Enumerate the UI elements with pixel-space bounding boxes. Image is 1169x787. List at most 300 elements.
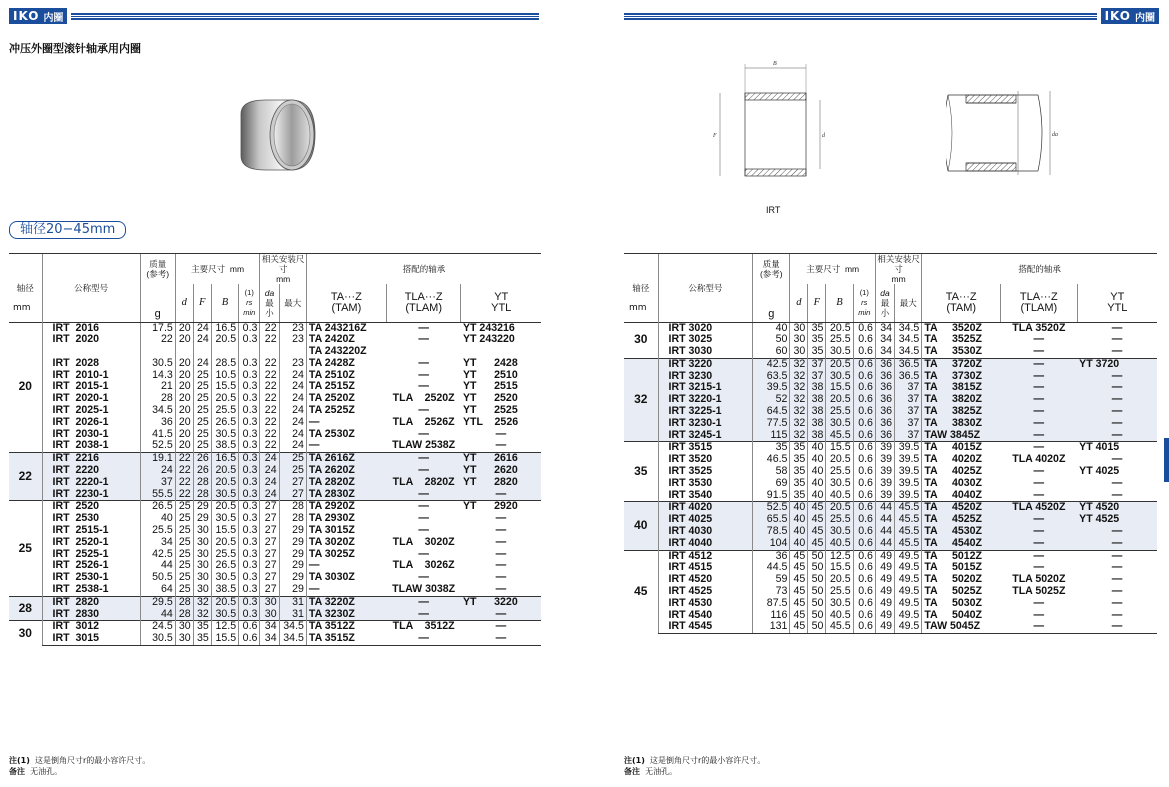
col-yt: YT YTL <box>1077 284 1157 322</box>
dim-rs: 0.6 <box>853 430 875 442</box>
mass: 52.5 <box>753 502 790 514</box>
dim-F: 38 <box>808 406 826 418</box>
tla-bearing: TLA 3512Z <box>386 621 461 633</box>
dim-F: 45 <box>808 526 826 538</box>
dim-rs: 0.6 <box>853 394 875 406</box>
tla-bearing: TLA 4520Z <box>1001 502 1078 514</box>
da-max: 24 <box>279 393 306 405</box>
ta-bearing: TA 3030Z <box>306 572 386 584</box>
range-label: 轴径20−45mm <box>9 221 126 239</box>
dim-rs: 0.3 <box>239 477 260 489</box>
model-number: IRT 3012 <box>42 621 140 633</box>
dim-d: 22 <box>175 465 193 477</box>
dim-B: 20.5 <box>211 537 238 549</box>
dim-B: 15.5 <box>211 633 238 645</box>
dim-B: 30.5 <box>826 418 853 430</box>
dim-B: 40.5 <box>826 538 853 550</box>
da-min: 24 <box>260 453 279 465</box>
shaft-mm-left: mm <box>13 303 31 313</box>
shaft-group <box>9 501 541 596</box>
da-min: 49 <box>875 574 894 586</box>
da-max: 24 <box>279 417 306 429</box>
tla-bearing: TLA 2820Z <box>386 477 461 489</box>
dim-F: 40 <box>808 454 826 466</box>
da-max: 25 <box>279 453 306 465</box>
mass: 115 <box>753 430 790 442</box>
da-max: 24 <box>279 429 306 441</box>
shaft-size: 32 <box>624 358 658 442</box>
model-number: IRT 4515 <box>658 562 753 574</box>
mass: 55.5 <box>140 489 175 501</box>
shaft-group <box>624 442 1157 502</box>
yt-bearing: — <box>461 621 541 633</box>
yt-bearing: — <box>461 633 541 645</box>
ta-bearing: TA 243216Z <box>306 322 386 334</box>
ta-bearing: TAW 5045Z <box>922 621 1001 633</box>
tla-bearing: — <box>1001 430 1078 442</box>
da-min: 27 <box>260 572 279 584</box>
da-min: 39 <box>875 442 894 454</box>
tla-bearing: — <box>1033 596 1045 609</box>
dim-B: 15.5 <box>826 562 853 574</box>
da-max: 39.5 <box>895 442 922 454</box>
header-rule <box>624 13 1097 20</box>
yt-bearing: — <box>495 583 507 596</box>
mass: 52.5 <box>140 440 175 452</box>
ta-bearing: TA 3512Z <box>306 621 386 633</box>
ta-bearing: TA 3520Z <box>922 322 1001 334</box>
shaft-size: 28 <box>9 596 42 621</box>
da-max: 31 <box>279 609 306 621</box>
col-tla: TLA···Z (TLAM) <box>386 284 461 322</box>
dim-d: 25 <box>175 525 193 537</box>
shaft-group <box>624 322 1157 358</box>
col-da-max: 最大 <box>895 284 922 322</box>
left-page <box>0 0 545 787</box>
dim-d: 45 <box>790 586 808 598</box>
col-main-dims: 主要尺寸 mm <box>175 254 260 285</box>
tla-bearing: — <box>1001 406 1078 418</box>
model-number: IRT 2026-1 <box>42 417 140 429</box>
mass: 37 <box>140 477 175 489</box>
dim-B: 25.5 <box>826 406 853 418</box>
da-max: 37 <box>895 418 922 430</box>
dim-F: 50 <box>808 621 826 633</box>
tla-bearing: — <box>418 524 429 537</box>
yt-bearing: — <box>1077 382 1157 394</box>
tla-bearing: TLAW 3038Z <box>392 583 456 596</box>
dim-B: 20.5 <box>826 358 853 370</box>
da-min: 27 <box>260 584 279 596</box>
dim-B: 30.5 <box>826 371 853 383</box>
tla-bearing: — <box>1033 333 1045 346</box>
dim-d: 30 <box>790 322 808 334</box>
dim-F: 35 <box>193 621 211 633</box>
dim-F: 25 <box>193 393 211 405</box>
dim-d: 22 <box>175 453 193 465</box>
dim-d: 32 <box>790 394 808 406</box>
dim-rs: 0.3 <box>239 381 260 393</box>
dim-B: 20.5 <box>211 334 238 346</box>
da-min: 44 <box>875 526 894 538</box>
model-number: IRT 2230-1 <box>42 489 140 501</box>
da-min: 27 <box>260 501 279 513</box>
mass: 21 <box>140 381 175 393</box>
ta-bearing: TA 5020Z <box>922 574 1001 586</box>
ta-bearing: TA 4530Z <box>922 526 1001 538</box>
dim-rs: 0.6 <box>853 610 875 622</box>
model-number: IRT 4040 <box>658 538 753 550</box>
dim-rs: 0.3 <box>239 596 260 608</box>
model-number: IRT 3025 <box>658 334 753 346</box>
da-min: 34 <box>875 322 894 334</box>
mass: 58 <box>753 466 790 478</box>
col-F: F <box>808 284 826 322</box>
dim-d: 32 <box>790 382 808 394</box>
dim-B: 20.5 <box>211 501 238 513</box>
dim-B: 20.5 <box>826 502 853 514</box>
yt-bearing: YT 4015 <box>1077 442 1157 454</box>
mass: 35 <box>753 442 790 454</box>
model-number: IRT 3220 <box>658 358 753 370</box>
yt-bearing: YT 2510 <box>462 368 518 381</box>
da-min: 34 <box>260 633 279 645</box>
tla-bearing: — <box>386 322 461 334</box>
da-max: 49.5 <box>895 610 922 622</box>
col-main-dims: 主要尺寸 mm <box>790 254 876 285</box>
col-ta: TA···Z (TAM) <box>306 284 386 322</box>
col-mount: 相关安装尺寸 mm <box>261 254 305 284</box>
ta-bearing: TA 2920Z <box>306 501 386 513</box>
dim-rs: 0.3 <box>239 501 260 513</box>
dim-B: 45.5 <box>826 430 853 442</box>
yt-bearing: — <box>495 559 507 572</box>
model-number: IRT 4525 <box>658 586 753 598</box>
mass: 87.5 <box>753 598 790 610</box>
yt-bearing: — <box>495 427 507 440</box>
da-max: 36.5 <box>895 358 922 370</box>
da-max: 23 <box>279 358 306 370</box>
model-number: IRT 2530 <box>42 513 140 525</box>
model-number: IRT 3525 <box>658 466 753 478</box>
dim-d: 45 <box>790 610 808 622</box>
dim-rs: 0.3 <box>239 417 260 429</box>
svg-text:d: d <box>822 133 825 139</box>
dim-B: 30.5 <box>826 346 853 358</box>
tla-bearing: — <box>386 609 461 621</box>
dim-d: 25 <box>175 560 193 572</box>
ta-bearing: TA 5015Z <box>922 562 1001 574</box>
da-max: 34.5 <box>895 346 922 358</box>
dim-d: 20 <box>175 370 193 382</box>
model-number: IRT 3520 <box>658 454 753 466</box>
model-number: IRT 4020 <box>658 502 753 514</box>
tla-bearing: — <box>386 596 461 608</box>
da-min: 22 <box>260 370 279 382</box>
da-min: 30 <box>260 609 279 621</box>
dim-B: 38.5 <box>211 584 238 596</box>
dim-B: 16.5 <box>211 453 238 465</box>
dim-B: 25.5 <box>826 586 853 598</box>
model-number: IRT 2038-1 <box>42 440 140 452</box>
da-min: 27 <box>260 525 279 537</box>
shaft-size: 35 <box>624 442 658 502</box>
ta-bearing: TA 4040Z <box>922 490 1001 502</box>
tla-bearing: TLA 4020Z <box>1012 453 1066 466</box>
ta-bearing: TA 4540Z <box>922 538 1001 550</box>
model-number: IRT 3515 <box>658 442 753 454</box>
col-ta: TA···Z (TAM) <box>922 284 1001 322</box>
yt-bearing: — <box>1077 371 1157 383</box>
da-min: 36 <box>875 406 894 418</box>
dim-rs: 0.3 <box>239 405 260 417</box>
dim-d: 25 <box>175 549 193 561</box>
ta-bearing: TA 3730Z <box>922 371 1001 383</box>
model-number: IRT 4520 <box>658 574 753 586</box>
da-max: 45.5 <box>895 502 922 514</box>
dim-F: 24 <box>193 322 211 334</box>
da-min: 30 <box>260 596 279 608</box>
shaft-size: 25 <box>9 501 42 596</box>
dim-B: 20.5 <box>826 394 853 406</box>
dim-d: 45 <box>790 621 808 633</box>
da-min: 27 <box>260 537 279 549</box>
dim-B: 26.5 <box>211 560 238 572</box>
ta-bearing: TAW 3845Z <box>922 430 1001 442</box>
mass: 41.5 <box>140 429 175 441</box>
dim-rs: 0.6 <box>853 526 875 538</box>
da-max: 49.5 <box>895 550 922 562</box>
mass: 42.5 <box>753 358 790 370</box>
col-yt: YT YTL <box>461 284 541 322</box>
dim-rs: 0.6 <box>853 442 875 454</box>
col-tla: TLA···Z (TLAM) <box>1001 284 1078 322</box>
dim-d: 40 <box>790 538 808 550</box>
shaft-size: 20 <box>9 322 42 453</box>
yt-bearing: — <box>1077 526 1157 538</box>
dim-rs: 0.3 <box>239 370 260 382</box>
dim-rs: 0.6 <box>853 514 875 526</box>
da-min: 36 <box>875 382 894 394</box>
yt-bearing: YT 243216 <box>461 322 541 334</box>
mass: 25.5 <box>140 525 175 537</box>
ta-bearing: TA 2515Z <box>306 381 386 393</box>
dim-F: 50 <box>808 610 826 622</box>
ta-bearing: TA 2930Z <box>306 513 386 525</box>
shaft-assembly-drawing <box>946 78 1066 188</box>
da-max: 45.5 <box>895 514 922 526</box>
da-min: 34 <box>875 334 894 346</box>
page-title: 冲压外圈型滚针轴承用内圈 <box>9 42 141 55</box>
ta-bearing: TA 5040Z <box>922 610 1001 622</box>
dim-d: 32 <box>790 418 808 430</box>
da-min: 36 <box>875 418 894 430</box>
dim-d: 30 <box>175 633 193 645</box>
inner-ring-table-left <box>9 253 541 646</box>
tla-bearing: — <box>386 501 461 513</box>
da-min: 22 <box>260 429 279 441</box>
yt-bearing: — <box>1111 573 1123 586</box>
dim-F: 25 <box>193 370 211 382</box>
dim-d: 25 <box>175 537 193 549</box>
table-row <box>624 358 1157 370</box>
shaft-size: 40 <box>624 502 658 550</box>
dim-B: 20.5 <box>826 322 853 334</box>
dim-F: 28 <box>193 477 211 489</box>
dim-rs: 0.6 <box>239 633 260 645</box>
col-rs: (1) rs min <box>853 284 875 322</box>
col-da-max: 最大 <box>279 284 306 322</box>
tla-bearing: TLA 5025Z <box>1012 585 1066 598</box>
dim-d: 30 <box>790 346 808 358</box>
da-max: 29 <box>279 560 306 572</box>
dim-d: 35 <box>790 490 808 502</box>
dim-d: 45 <box>790 562 808 574</box>
dim-F: 38 <box>808 418 826 430</box>
yt-bearing: — <box>1111 453 1123 466</box>
mass: 29.5 <box>140 596 175 608</box>
da-max: 39.5 <box>895 478 922 490</box>
yt-bearing: — <box>495 547 507 560</box>
dim-rs: 0.3 <box>239 465 260 477</box>
yt-bearing: YT 2520 <box>462 392 518 405</box>
table-row <box>624 430 1157 442</box>
model-number: IRT 2515-1 <box>42 525 140 537</box>
da-max: 24 <box>279 405 306 417</box>
dim-d: 28 <box>175 596 193 608</box>
da-min: 39 <box>875 490 894 502</box>
model-number: IRT 2538-1 <box>42 584 140 596</box>
tla-bearing: — <box>418 333 429 346</box>
col-B: B <box>826 284 853 322</box>
table-row <box>9 440 541 452</box>
yt-bearing: — <box>1111 585 1123 598</box>
mass: 34 <box>140 537 175 549</box>
da-max: 29 <box>279 584 306 596</box>
dim-F: 30 <box>193 537 211 549</box>
right-page <box>624 0 1169 787</box>
col-B: B <box>211 284 238 322</box>
model-number: IRT 2220-1 <box>42 477 140 489</box>
da-min: 22 <box>260 358 279 370</box>
dim-F: 37 <box>808 358 826 370</box>
col-rs: (1) rs min <box>239 284 260 322</box>
table-row <box>9 477 541 489</box>
tla-bearing: TLA 2520Z <box>392 392 455 405</box>
dim-rs: 0.6 <box>853 418 875 430</box>
dim-F: 32 <box>193 596 211 608</box>
dim-B: 28.5 <box>211 358 238 370</box>
ta-bearing: TA 5025Z <box>922 586 1001 598</box>
dim-B: 26.5 <box>211 417 238 429</box>
dim-rs: 0.6 <box>853 454 875 466</box>
model-number: IRT 3020 <box>658 322 753 334</box>
mass: 22 <box>140 334 175 346</box>
dim-rs: 0.3 <box>239 489 260 501</box>
dim-d: 28 <box>175 609 193 621</box>
col-d: d <box>175 284 193 322</box>
yt-bearing: YT 2920 <box>461 501 541 513</box>
yt-bearing: — <box>461 609 541 621</box>
da-max: 31 <box>279 596 306 608</box>
da-max: 29 <box>279 549 306 561</box>
mass: 36 <box>753 550 790 562</box>
yt-bearing: — <box>1111 608 1123 621</box>
table-row <box>9 489 541 501</box>
dim-rs: 0.3 <box>239 393 260 405</box>
ta-bearing: TA 4030Z <box>922 478 1001 490</box>
dim-F: 25 <box>193 381 211 393</box>
yt-bearing: — <box>1111 561 1123 574</box>
notes-right: 注(1) 这是倒角尺寸r的最小容许尺寸。 备注 无油孔。 <box>624 756 766 776</box>
dim-d: 20 <box>175 393 193 405</box>
model-number: IRT 3030 <box>658 346 753 358</box>
dim-B: 20.5 <box>211 465 238 477</box>
mass: 40 <box>140 513 175 525</box>
model-number: IRT 3540 <box>658 490 753 502</box>
model-number: IRT 4540 <box>658 610 753 622</box>
dim-d: 32 <box>790 430 808 442</box>
da-max: 34.5 <box>895 334 922 346</box>
mass: 50.5 <box>140 572 175 584</box>
ta-bearing: TA 2510Z <box>306 370 386 382</box>
yt-bearing: — <box>1077 430 1157 442</box>
dim-B: 30.5 <box>211 513 238 525</box>
yt-bearing: — <box>1077 538 1157 550</box>
dim-F: 38 <box>808 382 826 394</box>
yt-bearing: — <box>1077 550 1157 562</box>
dim-rs: 0.6 <box>853 382 875 394</box>
dim-d: 45 <box>790 598 808 610</box>
inner-ring-photo <box>235 94 321 176</box>
model-number: IRT 2016 <box>42 322 140 334</box>
ta-bearing: — <box>306 560 386 572</box>
ta-bearing: TA 243220Z <box>306 346 386 358</box>
model-number: IRT 3530 <box>658 478 753 490</box>
dim-B: 10.5 <box>211 370 238 382</box>
dim-F: 50 <box>808 574 826 586</box>
dim-rs: 0.6 <box>853 346 875 358</box>
dim-B: 40.5 <box>826 490 853 502</box>
yt-bearing: — <box>1111 488 1123 501</box>
yt-bearing: — <box>495 571 507 584</box>
model-number: IRT 2216 <box>42 453 140 465</box>
da-min: 22 <box>260 381 279 393</box>
dim-B: 45.5 <box>826 621 853 633</box>
yt-bearing: — <box>1077 394 1157 406</box>
da-max: 23 <box>279 322 306 334</box>
table-row <box>624 621 1157 633</box>
col-d: d <box>790 284 808 322</box>
dim-rs: 0.3 <box>239 358 260 370</box>
yt-bearing: YT 4525 <box>1077 514 1157 526</box>
yt-bearing: YT 243220 <box>462 333 515 346</box>
ta-bearing: TA 5030Z <box>922 598 1001 610</box>
dim-F: 50 <box>808 550 826 562</box>
da-max: 34.5 <box>279 621 306 633</box>
dim-B: 25.5 <box>211 405 238 417</box>
yt-bearing: YT 2820 <box>461 477 541 489</box>
model-number: IRT 2530-1 <box>42 572 140 584</box>
da-min: 27 <box>260 513 279 525</box>
ta-bearing: TA 3825Z <box>922 406 1001 418</box>
ta-bearing: TA 4025Z <box>922 466 1001 478</box>
model-number: IRT 4512 <box>658 550 753 562</box>
mass: 30.5 <box>140 633 175 645</box>
dim-F: 26 <box>193 453 211 465</box>
svg-text:da: da <box>1052 132 1058 138</box>
dim-F: 35 <box>808 322 826 334</box>
